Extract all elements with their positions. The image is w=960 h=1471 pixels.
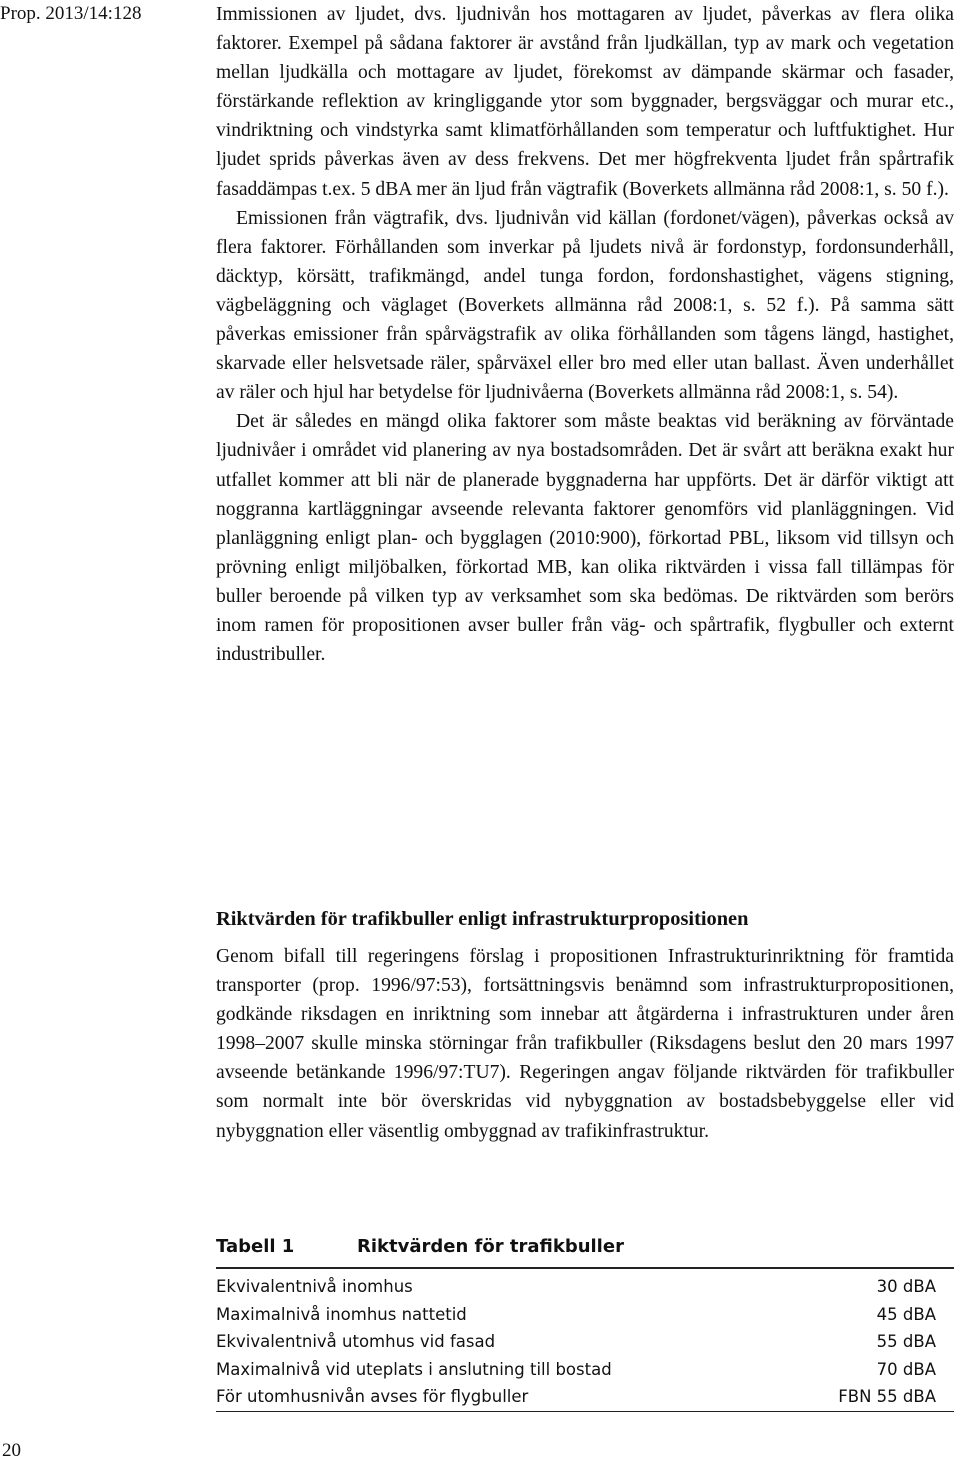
table-row xyxy=(216,1356,954,1384)
document-reference: Prop. 2013/14:128 xyxy=(0,3,142,24)
page-number: 20 xyxy=(2,1440,21,1461)
table-caption xyxy=(216,1236,954,1266)
row-value: 55 dBA xyxy=(876,1332,936,1352)
table-number: Tabell 1 xyxy=(216,1236,295,1257)
row-label: Ekvivalentnivå utomhus vid fasad xyxy=(216,1332,496,1352)
table-title: Riktvärden för trafikbuller xyxy=(357,1236,624,1257)
row-value: FBN 55 dBA xyxy=(838,1387,936,1407)
noise-table xyxy=(216,1236,954,1412)
row-value: 45 dBA xyxy=(876,1304,936,1324)
row-label: Maximalnivå vid uteplats i anslutning till bostad xyxy=(216,1359,612,1379)
row-value: 70 dBA xyxy=(876,1359,936,1379)
section-text xyxy=(216,942,954,1146)
section-heading: Riktvärden för trafikbuller enligt infrastrukturpropositionen xyxy=(216,908,749,930)
row-label: Maximalnivå inomhus nattetid xyxy=(216,1304,467,1324)
paragraph: Emissionen från vägtrafik, dvs. ljudnivån vid källan (fordonet/vägen), påverkas också av flera faktorer. Förhållanden som inverkar på ljudets nivå är fordonstyp, fordonsunderhåll, däcktyp, körsätt, trafikmängd, andel tunga fordon, fordonshastighet, vägens stigning, vägbeläggning och väglaget (Boverkets allmänna råd 2008:1, s. 52 f.). På samma sätt påverkas emissioner från spårvägstrafik av olika förhållanden som tågens längd, hastighet, skarvade eller helsvetsade räler, spårväxel eller bro med eller utan ballast. Även underhållet av räler och hjul har betydelse för ljudnivåerna (Boverkets allmänna råd 2008:1, s. 54). xyxy=(216,207,954,404)
paragraph: Det är således en mängd olika faktorer som måste beaktas vid beräkning av förväntade ljudnivåer i området vid planering av nya bostadsområden. Det är svårt att beräkna exakt hur utfallet kommer att bli när de planerade byggnaderna har uppförts. Det är därför viktigt att noggranna kartläggningar avseende relevanta faktorer genomförs vid planläggningen. Vid planläggning enligt plan- och bygglagen (2010:900), förkortad PBL, liksom vid tillsyn och prövning enligt miljöbalken, förkortad MB, kan olika riktvärden i vissa fall tillämpas för buller beroende på vilken typ av verksamhet som ska bedömas. De riktvärden som berörs inom ramen för propositionen avser buller från väg- och spårtrafik, flygbuller och externt industribuller. xyxy=(216,411,954,666)
table-row xyxy=(216,1273,954,1301)
table-row xyxy=(216,1383,954,1411)
paragraph: Genom bifall till regeringens förslag i propositionen Infrastrukturinriktning för framtida transporter (prop. 1996/97:53), fortsättningsvis benämnd som infrastrukturpropositionen, godkände riksdagen en inriktning som innebar att åtgärderna i infrastrukturen under åren 1998–2007 skulle minska störningar från trafikbuller (Riksdagens beslut den 20 mars 1997 avseende betänkande 1996/97:TU7). Regeringen angav följande riktvärden för trafikbuller som normalt inte bör överskridas vid nybyggnation av bostadsbebyggelse eller vid nybyggnation eller väsentlig ombyggnad av trafikinfrastruktur. xyxy=(216,946,954,1142)
row-label: För utomhusnivån avses för flygbuller xyxy=(216,1387,529,1407)
table-top-rule xyxy=(216,1267,954,1269)
paragraph: Immissionen av ljudet, dvs. ljudnivån hos mottagaren av ljudet, påverkas av flera olika faktorer. Exempel på sådana faktorer är avstånd från ljudkällan, typ av mark och vegetation mellan ljudkälla och mottagare av ljudet, förekomst av dämpande skärmar och fasader, förstärkande reflektion av kringliggande ytor som byggnader, bergsväggar och murar etc., vindriktning och vindstyrka samt klimatförhållanden som temperatur och luftfuktighet. Hur ljudet sprids påverkas även av dess frekvens. Det mer högfrekventa ljudet från spårtrafik fasaddämpas t.ex. 5 dBA mer än ljud från vägtrafik (Boverkets allmänna råd 2008:1, s. 50 f.). xyxy=(216,4,954,200)
section-text xyxy=(216,0,954,669)
row-label: Ekvivalentnivå inomhus xyxy=(216,1277,413,1296)
table-row xyxy=(216,1328,954,1356)
table-bottom-rule xyxy=(216,1411,954,1412)
row-value: 30 dBA xyxy=(876,1277,936,1296)
table-row xyxy=(216,1301,954,1329)
